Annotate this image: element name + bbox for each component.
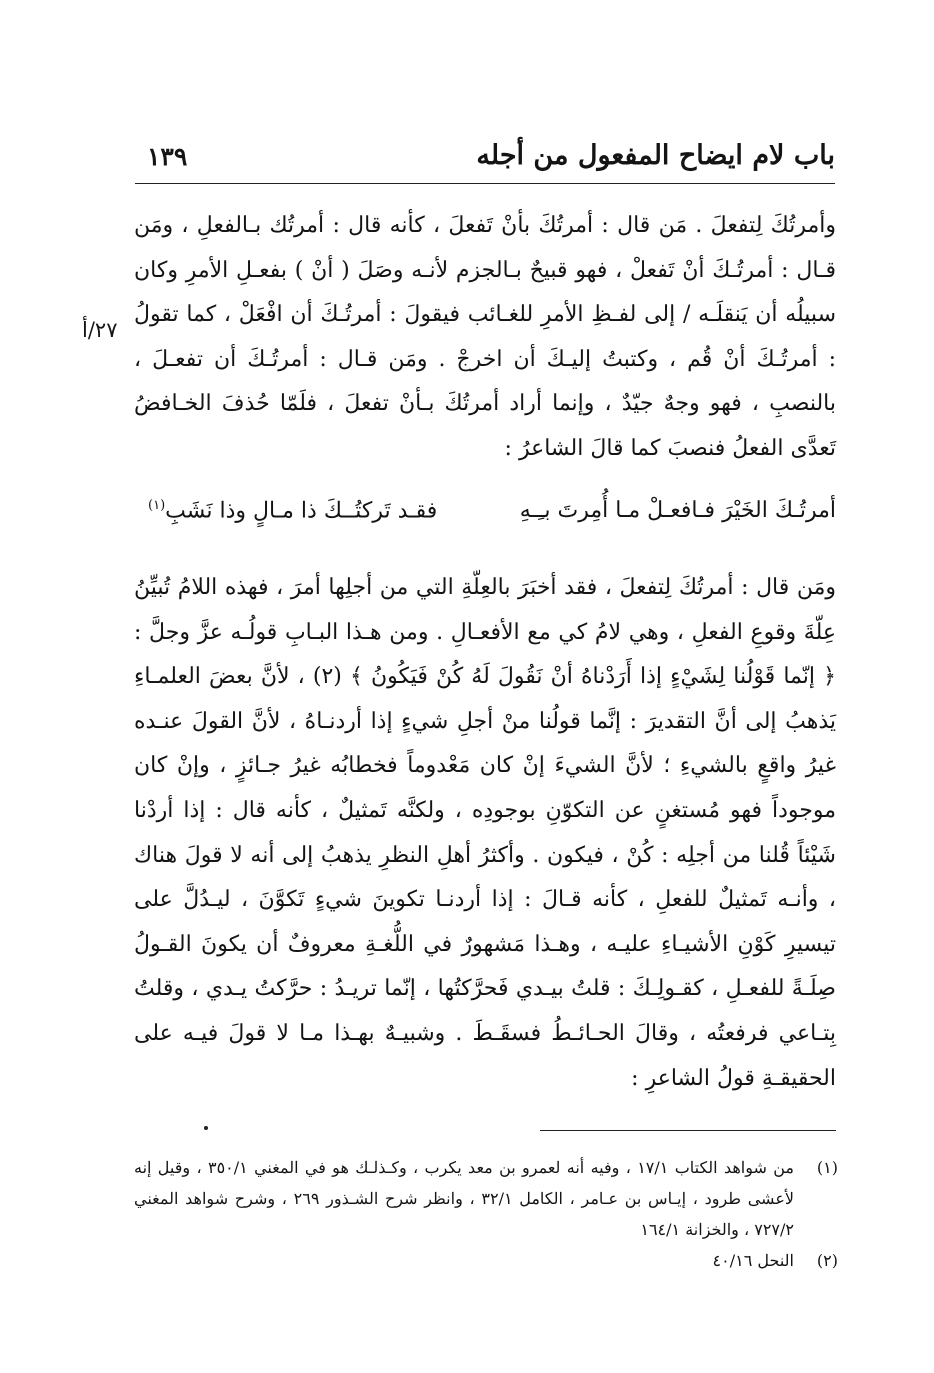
footnote-ref-1: (١) xyxy=(148,498,166,513)
main-text-block-1 xyxy=(134,204,836,471)
footnote-number: (١) xyxy=(816,1158,838,1177)
footnote-number: (٢) xyxy=(816,1251,838,1270)
header-divider xyxy=(135,183,835,184)
poem-hemistich-1: أمرتُـكَ الخَيْرَ فـافعـلْ مـا أُمِرتَ بـِـهِ xyxy=(519,498,836,523)
main-text-block-2 xyxy=(134,566,836,1101)
running-header xyxy=(135,140,835,184)
footnote-divider xyxy=(540,1130,836,1131)
paragraph-2: ومَن قال : أمرتُكَ لِتفعلَ ، فقد أخبَرَ بالعِلّةِ التي من أجلِها أمرَ ، فهذه اللامُ تُبيِّنُ عِلّةَ وقوعِ الفعلِ ، وهي لامُ كي مع الأفعـالِ . ومن هـذا البـابِ قولُـه عزَّ وجلَّ : ﴿ إنّما قَوْلُنا لِشَيْءٍ إذا أَرَدْناهُ أنْ نَقُولَ لَهُ كُنْ فَيَكُونُ ﴾ (٢) ، لأنَّ بعضَ العلمـاءِ يَذهبُ إلى أنَّ التقديرَ : إنَّما قولُنا منْ أجلِ شيءٍ إذا أردنـاهُ ، لأنَّ القولَ عنـده غيرُ واقعٍ بالشيءِ ؛ لأنَّ الشيءَ إنْ كان مَعْدوماً فخطابُه غيرُ جـائزٍ ، وإنْ كان موجوداً فهو مُستغنٍ عن التكوّنِ بوجودِه ، ولكنَّه تَمثيلٌ ، كأنه قال : إذا أردْنا شَيْئاً قُلنا من أجلِه : كُنْ ، فيكون . وأكثرُ أهلِ النظرِ يذهبُ إلى أنه لا قولَ هناك ، وأنـه تَمثيلٌ للفعلِ ، كأنه قـالَ : إذا أردنـا تكوينَ شيءٍ تَكوَّنَ ، ليـدُلَّ على تيسيرِ كَوْنِ الأشيـاءِ عليـه ، وهـذا مَشهورٌ في اللُّغـةِ معروفٌ أن يكونَ القـولُ صِلَـةً للفعـلِ ، كقـولِـكَ : قلتُ بيـدي فَحرَّكتُها ، إنّما تريـدُ : حرَّكتُ يـدي ، وقلتُ بِتـاعي فرفعتُه ، وقالَ الحـائـطُ فسقَـطَ . وشبيـهٌ بهـذا مـا لا قولَ فيـه على الحقيقـةِ قولُ الشاعرِ : xyxy=(134,575,836,1091)
footnote-text: من شواهد الكتاب ١٧/١ ، وفيه أنه لعمرو بن معد يكرب ، وكـذلـك هو في المغني ٣٥٠/١ ، وقيل إنه لأعشى طرود ، إيـاس بن عـامر ، الكامل ٣٢/١ ، وانظر شرح الشـذور ٢٦٩ ، وشرح شواهد المغني ٧٢٧/٢ ، والخزانة ١٦٤/١ xyxy=(134,1158,795,1239)
poem-hemistich-2 xyxy=(148,498,437,523)
chapter-title: باب لام ايضاح المفعول من أجله xyxy=(476,140,835,171)
stray-ink-dot xyxy=(204,1126,208,1130)
hemistich-2-text: فقـد تَركتُــكَ ذا مـالٍ وذا نَشَبِ xyxy=(165,498,438,524)
footnote-1 xyxy=(134,1152,838,1245)
footnote-2 xyxy=(134,1245,838,1276)
folio-marginal-note: ٢٧/أ xyxy=(82,318,118,342)
footnote-text: النحل ٤٠/١٦ xyxy=(712,1251,794,1270)
footnotes xyxy=(134,1152,838,1276)
poem-verse xyxy=(134,498,836,544)
paragraph-1: وأمرتُكَ لِتفعلَ . مَن قال : أمرتُكَ بأنْ تَفعلَ ، كأنه قال : أمرتُك بـالفعلِ ، ومَن قـال : أمرتُـكَ أنْ تَفعلْ ، فهو قبيحٌ بـالجزم لأنـه وصَلَ ( أنْ ) بفعـلِ الأمرِ وكان سبيلُه أن يَنقلَـه / إلى لفـظِ الأمرِ للغـائب فيقولَ : أمرتُـكَ أن افْعَلْ ، كما تقولُ : أمرتُـكَ أنْ قُم ، وكتبتُ إليـكَ أن اخرجْ . ومَن قـال : أمرتُـكَ أن تفعـلَ ، بالنصبِ ، فهو وجهٌ جيّدٌ ، وإنما أراد أمرتُكَ بـأنْ تفعلَ ، فلَمّا حُذفَ الخـافضُ تَعدَّى الفعلُ فنصبَ كما قالَ الشاعرُ : xyxy=(134,213,836,461)
page-number: ١٣٩ xyxy=(147,142,188,171)
